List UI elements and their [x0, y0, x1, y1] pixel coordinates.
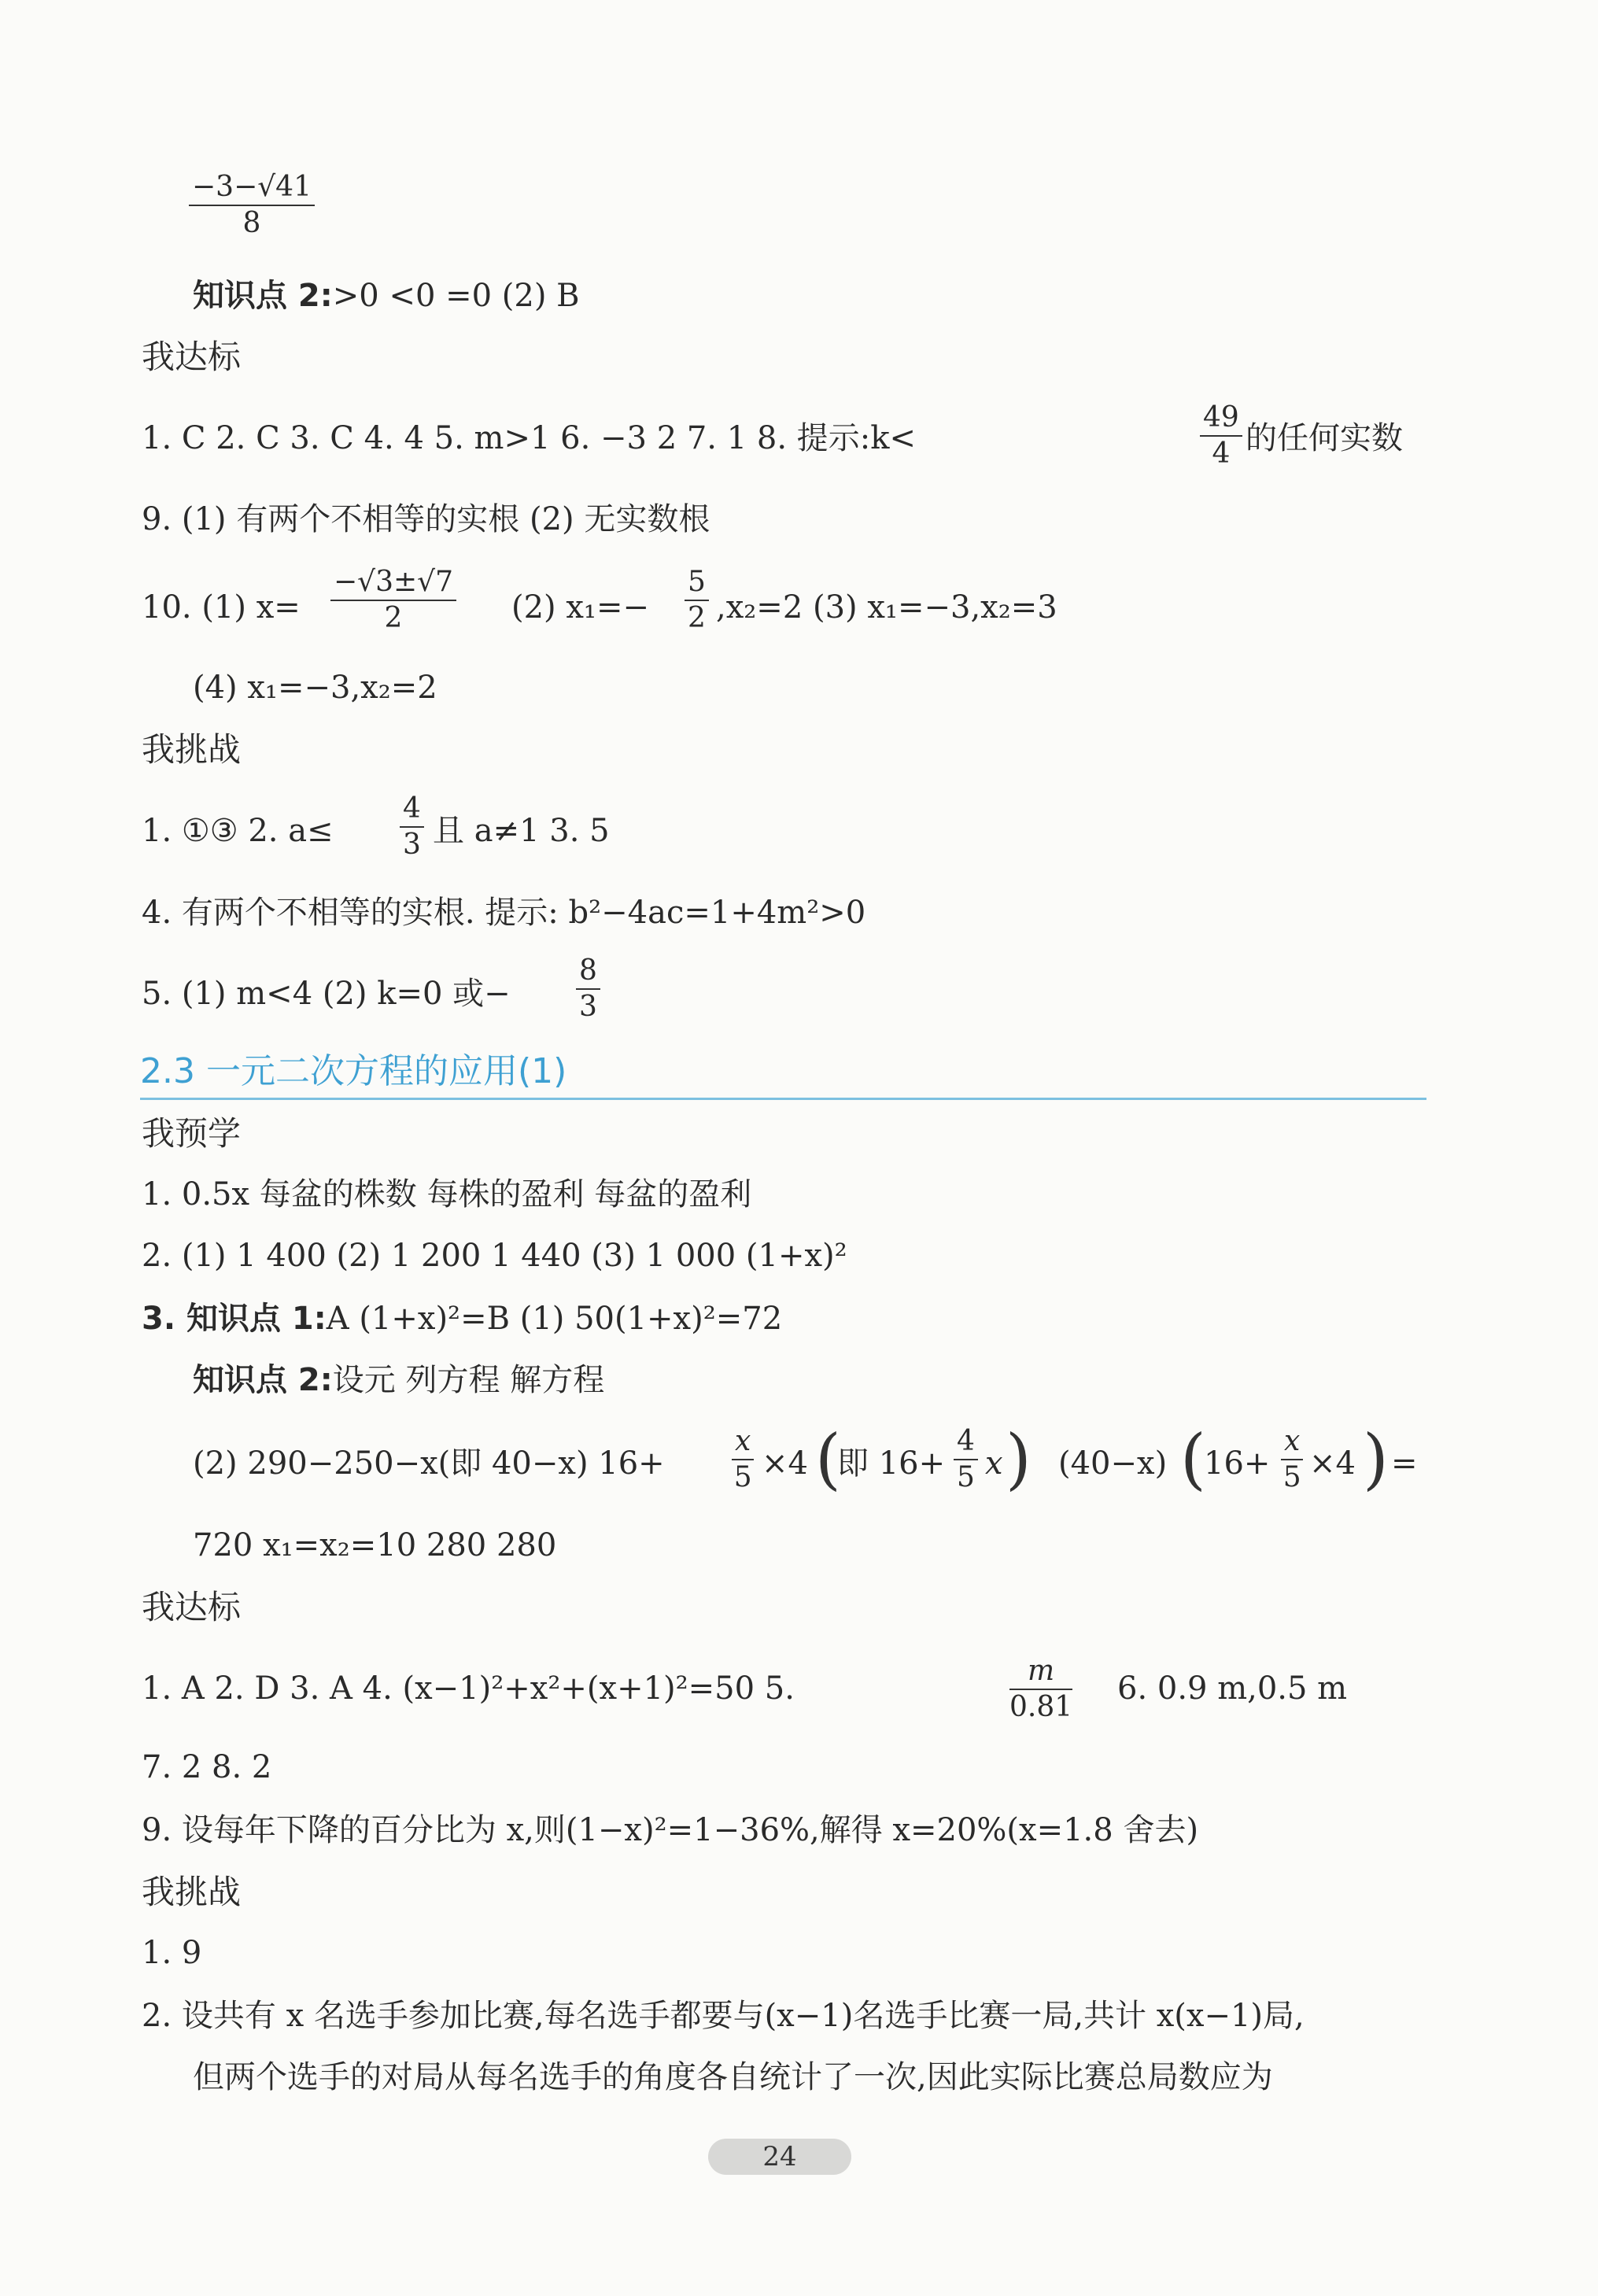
equation-text: = [1391, 1445, 1418, 1482]
answer-line: 9. 设每年下降的百分比为 x,则(1−x)²=1−36%,解得 x=20%(x=1.8 舍去) [142, 1812, 1199, 1848]
heading-rule [140, 1098, 1426, 1100]
fraction [189, 173, 315, 238]
fraction-denominator: 5 [957, 1461, 975, 1493]
answer-line: 2. 设共有 x 名选手参加比赛,每名选手都要与(x−1)名选手比赛一局,共计 x(x−1)局, [142, 1998, 1305, 2034]
answer-text: 1. A 2. D 3. A 4. (x−1)²+x²+(x+1)²=50 5. [142, 1670, 795, 1707]
answer-line: 7. 2 8. 2 [142, 1749, 272, 1785]
answer-line: 1. 9 [142, 1935, 202, 1971]
answer-line [142, 420, 917, 456]
equation-text: (40−x) [1058, 1445, 1168, 1482]
fraction [954, 1427, 978, 1492]
fraction [1200, 401, 1242, 470]
fraction-denominator: 3 [403, 829, 421, 861]
answer-text: 1. ①③ 2. a≤ [142, 813, 334, 849]
fraction [732, 1427, 754, 1492]
fraction-numerator: x [732, 1427, 754, 1460]
answer-line: 2. (1) 1 400 (2) 1 200 1 440 (3) 1 000 (1+x)² [142, 1238, 847, 1274]
fraction-numerator: −3−√41 [189, 173, 315, 206]
equation-text: (2) 290−250−x(即 40−x) 16+ [193, 1445, 665, 1482]
equation-text: 16+ [1204, 1445, 1271, 1482]
right-paren: ) [1363, 1420, 1389, 1497]
equation-text: ×4 [762, 1445, 808, 1482]
fraction-numerator: 5 [685, 568, 709, 601]
answer-line: 1. 0.5x 每盆的株数 每株的盈利 每盆的盈利 [142, 1176, 752, 1213]
section-label: 我预学 [142, 1114, 242, 1153]
answer-text: 的任何实数 [1246, 420, 1403, 456]
fraction-denominator: 2 [688, 602, 706, 634]
page-number: 24 [708, 2139, 851, 2175]
answer-text: 且 a≠1 3. 5 [433, 813, 610, 849]
knowledge-point-label: 知识点 2: [193, 278, 333, 314]
answer-line: 4. 有两个不相等的实根. 提示: b²−4ac=1+4m²>0 [142, 895, 866, 931]
fraction [400, 792, 424, 861]
fraction-numerator: 4 [954, 1427, 978, 1460]
fraction [685, 568, 709, 633]
fraction-numerator: −√3±√7 [330, 568, 456, 601]
fraction-denominator: 5 [1282, 1461, 1301, 1493]
answer-line: 但两个选手的对局从每名选手的角度各自统计了一次,因此实际比赛总局数应为 [193, 2059, 1273, 2095]
left-paren: ( [815, 1420, 841, 1497]
fraction-denominator: 5 [733, 1461, 752, 1493]
knowledge-point-text: >0 <0 =0 (2) B [332, 278, 580, 314]
answer-text: (2) x₁=− [511, 589, 649, 626]
fraction [1009, 1657, 1072, 1722]
fraction [576, 954, 600, 1023]
fraction-numerator: 4 [400, 795, 424, 828]
equation-text: ×4 [1309, 1445, 1356, 1482]
fraction-numerator: 49 [1200, 404, 1242, 437]
answer-text: 1. C 2. C 3. C 4. 4 5. m>1 6. −3 2 7. 1 8. 提示:k< [142, 420, 917, 456]
answer-line [193, 1364, 604, 1396]
knowledge-point-line [193, 280, 580, 312]
section-label: 我达标 [142, 338, 242, 376]
knowledge-point-text: A (1+x)²=B (1) 50(1+x)²=72 [326, 1301, 783, 1337]
fraction-denominator: 8 [242, 207, 261, 239]
answer-text: ,x₂=2 (3) x₁=−3,x₂=3 [716, 589, 1057, 626]
answer-line [142, 1301, 783, 1337]
section-label: 我挑战 [142, 1873, 242, 1911]
answer-line: 720 x₁=x₂=10 280 280 [193, 1527, 557, 1563]
answer-line: 10. (1) x= [142, 589, 301, 626]
fraction-denominator: 4 [1212, 437, 1231, 470]
section-heading: 2.3 一元二次方程的应用(1) [140, 1051, 567, 1091]
fraction [330, 568, 456, 633]
fraction-denominator: 3 [579, 991, 597, 1023]
equation-text: 即 16+ [837, 1445, 946, 1482]
knowledge-point-text: 设元 列方程 解方程 [332, 1362, 605, 1398]
fraction [1281, 1427, 1303, 1492]
fraction-numerator: 8 [576, 957, 600, 990]
equation-text: x [985, 1445, 1003, 1482]
fraction-numerator: x [1281, 1427, 1303, 1460]
section-label: 我达标 [142, 1588, 242, 1626]
answer-line: 9. (1) 有两个不相等的实根 (2) 无实数根 [142, 501, 710, 537]
answer-text: 6. 0.9 m,0.5 m [1117, 1670, 1348, 1707]
answer-line: (4) x₁=−3,x₂=2 [193, 670, 437, 706]
fraction-denominator: 0.81 [1009, 1691, 1073, 1723]
knowledge-point-label: 3. 知识点 1: [142, 1301, 327, 1337]
section-label: 我挑战 [142, 730, 242, 769]
right-paren: ) [1006, 1420, 1032, 1497]
knowledge-point-label: 知识点 2: [193, 1362, 333, 1398]
answer-text: 5. (1) m<4 (2) k=0 或− [142, 976, 511, 1012]
fraction-denominator: 2 [384, 602, 403, 634]
fraction-numerator: m [1009, 1657, 1072, 1690]
left-paren: ( [1180, 1420, 1206, 1497]
